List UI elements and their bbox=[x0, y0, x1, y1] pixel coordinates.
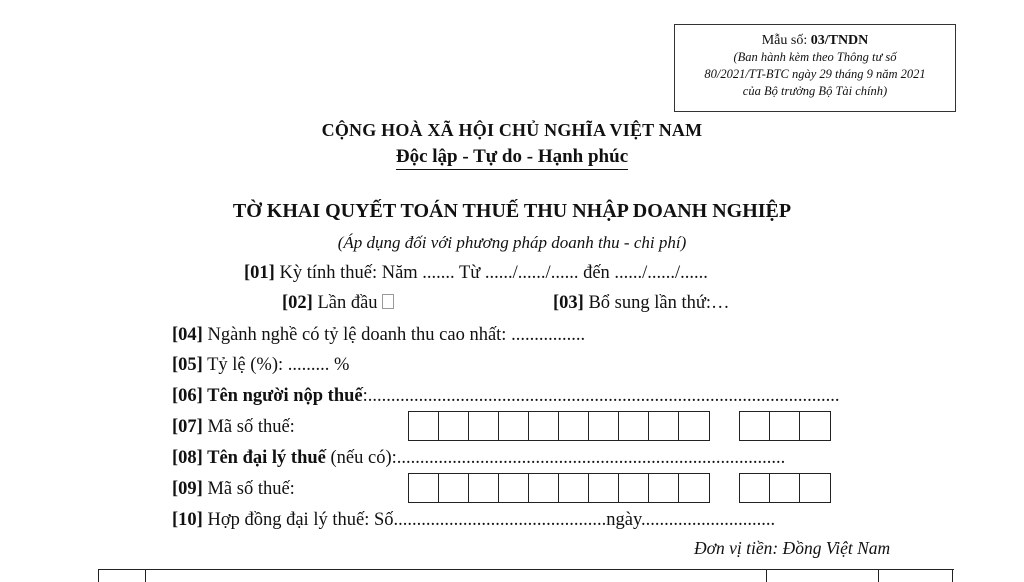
field-09-text: Mã số thuế: bbox=[202, 479, 295, 499]
field-06-code: [06] bbox=[172, 386, 203, 406]
field-03-supplement[interactable] bbox=[553, 293, 730, 314]
agent-tax-code-cell[interactable] bbox=[439, 474, 469, 502]
form-code-value: 03/TNDN bbox=[810, 33, 869, 48]
agent-tax-code-cell[interactable] bbox=[529, 474, 559, 502]
form-code-label: Mẫu số: bbox=[761, 33, 808, 48]
field-04-text: Ngành nghề có tỷ lệ doanh thu cao nhất: ................ bbox=[202, 325, 586, 345]
field-08-agent-name[interactable] bbox=[172, 448, 785, 469]
tax-code-branch-cell[interactable] bbox=[800, 412, 830, 440]
field-02-text: Lần đầu bbox=[312, 293, 378, 313]
field-04-industry[interactable] bbox=[172, 325, 585, 346]
field-09-agent-tax-code bbox=[172, 479, 295, 500]
field-08-text: (nếu có):.................................................................................... bbox=[325, 448, 786, 468]
nation-heading: CỘNG HOÀ XÃ HỘI CHỦ NGHĨA VIỆT NAM bbox=[321, 120, 703, 140]
field-10-code: [10] bbox=[172, 510, 203, 530]
field-07-text: Mã số thuế: bbox=[202, 417, 295, 437]
field-07-code: [07] bbox=[172, 417, 203, 437]
tax-code-branch-boxes[interactable] bbox=[739, 411, 831, 441]
tax-code-cell[interactable] bbox=[679, 412, 709, 440]
tax-code-main-boxes[interactable] bbox=[408, 411, 710, 441]
motto bbox=[0, 146, 1024, 168]
field-10-agent-contract[interactable] bbox=[172, 510, 775, 531]
table-col-divider bbox=[766, 570, 767, 582]
field-01-text: Kỳ tính thuế: Năm ....... Từ ....../....../...... đến ....../....../...... bbox=[274, 263, 708, 283]
form-note-line2: 80/2021/TT-BTC ngày 29 tháng 9 năm 2021 bbox=[704, 67, 926, 81]
tax-code-cell[interactable] bbox=[529, 412, 559, 440]
form-note-line3: của Bộ trưởng Bộ Tài chính) bbox=[742, 84, 888, 98]
tax-code-cell[interactable] bbox=[559, 412, 589, 440]
field-06-taxpayer-name[interactable] bbox=[172, 386, 840, 407]
agent-tax-code-branch-cell[interactable] bbox=[800, 474, 830, 502]
form-note-line1: (Ban hành kèm theo Thông tư số bbox=[733, 50, 897, 64]
field-03-text: Bổ sung lần thứ:… bbox=[583, 293, 730, 313]
tax-code-cell[interactable] bbox=[409, 412, 439, 440]
field-10-text: Hợp đồng đại lý thuế: Số..............................................ngày............................. bbox=[202, 510, 776, 530]
field-05-text: Tỷ lệ (%): ......... % bbox=[202, 355, 350, 375]
agent-tax-code-branch-cell[interactable] bbox=[770, 474, 800, 502]
table-col-divider bbox=[878, 570, 879, 582]
field-08-label: Tên đại lý thuế bbox=[202, 448, 326, 468]
tax-code-cell[interactable] bbox=[649, 412, 679, 440]
currency-unit-note: Đơn vị tiền: Đồng Việt Nam bbox=[694, 538, 891, 558]
field-04-code: [04] bbox=[172, 325, 203, 345]
table-col-divider bbox=[952, 570, 953, 582]
document-title: TỜ KHAI QUYẾT TOÁN THUẾ THU NHẬP DOANH NGHIỆP bbox=[232, 200, 792, 222]
agent-tax-code-branch-boxes[interactable] bbox=[739, 473, 831, 503]
tax-code-cell[interactable] bbox=[469, 412, 499, 440]
field-03-code: [03] bbox=[553, 293, 584, 313]
agent-tax-code-main-boxes[interactable] bbox=[408, 473, 710, 503]
field-05-code: [05] bbox=[172, 355, 203, 375]
agent-tax-code-cell[interactable] bbox=[589, 474, 619, 502]
agent-tax-code-cell[interactable] bbox=[679, 474, 709, 502]
field-06-label: Tên người nộp thuế bbox=[202, 386, 363, 406]
agent-tax-code-cell[interactable] bbox=[619, 474, 649, 502]
field-07-tax-code bbox=[172, 417, 295, 438]
agent-tax-code-cell[interactable] bbox=[559, 474, 589, 502]
motto-text: Độc lập - Tự do - Hạnh phúc bbox=[396, 146, 628, 170]
document-subtitle: (Áp dụng đối với phương pháp doanh thu - chi phí) bbox=[337, 233, 687, 252]
table-top-border bbox=[98, 569, 954, 581]
field-06-text: :...................................................................................................... bbox=[362, 386, 840, 406]
field-02-first-time[interactable] bbox=[282, 293, 394, 314]
field-02-code: [02] bbox=[282, 293, 313, 313]
agent-tax-code-cell[interactable] bbox=[649, 474, 679, 502]
field-05-rate[interactable] bbox=[172, 355, 349, 376]
agent-tax-code-cell[interactable] bbox=[409, 474, 439, 502]
table-col-divider bbox=[145, 570, 146, 582]
tax-code-cell[interactable] bbox=[589, 412, 619, 440]
field-01-period[interactable] bbox=[244, 263, 708, 284]
field-08-code: [08] bbox=[172, 448, 203, 468]
tax-code-branch-cell[interactable] bbox=[770, 412, 800, 440]
table-col-divider bbox=[98, 570, 99, 582]
agent-tax-code-cell[interactable] bbox=[499, 474, 529, 502]
tax-code-branch-cell[interactable] bbox=[740, 412, 770, 440]
tax-code-cell[interactable] bbox=[439, 412, 469, 440]
agent-tax-code-branch-cell[interactable] bbox=[740, 474, 770, 502]
first-time-checkbox[interactable] bbox=[382, 294, 394, 309]
field-09-code: [09] bbox=[172, 479, 203, 499]
form-code bbox=[675, 33, 955, 49]
field-01-code: [01] bbox=[244, 263, 275, 283]
agent-tax-code-cell[interactable] bbox=[469, 474, 499, 502]
tax-code-cell[interactable] bbox=[619, 412, 649, 440]
tax-code-cell[interactable] bbox=[499, 412, 529, 440]
form-reference-box bbox=[674, 24, 956, 112]
